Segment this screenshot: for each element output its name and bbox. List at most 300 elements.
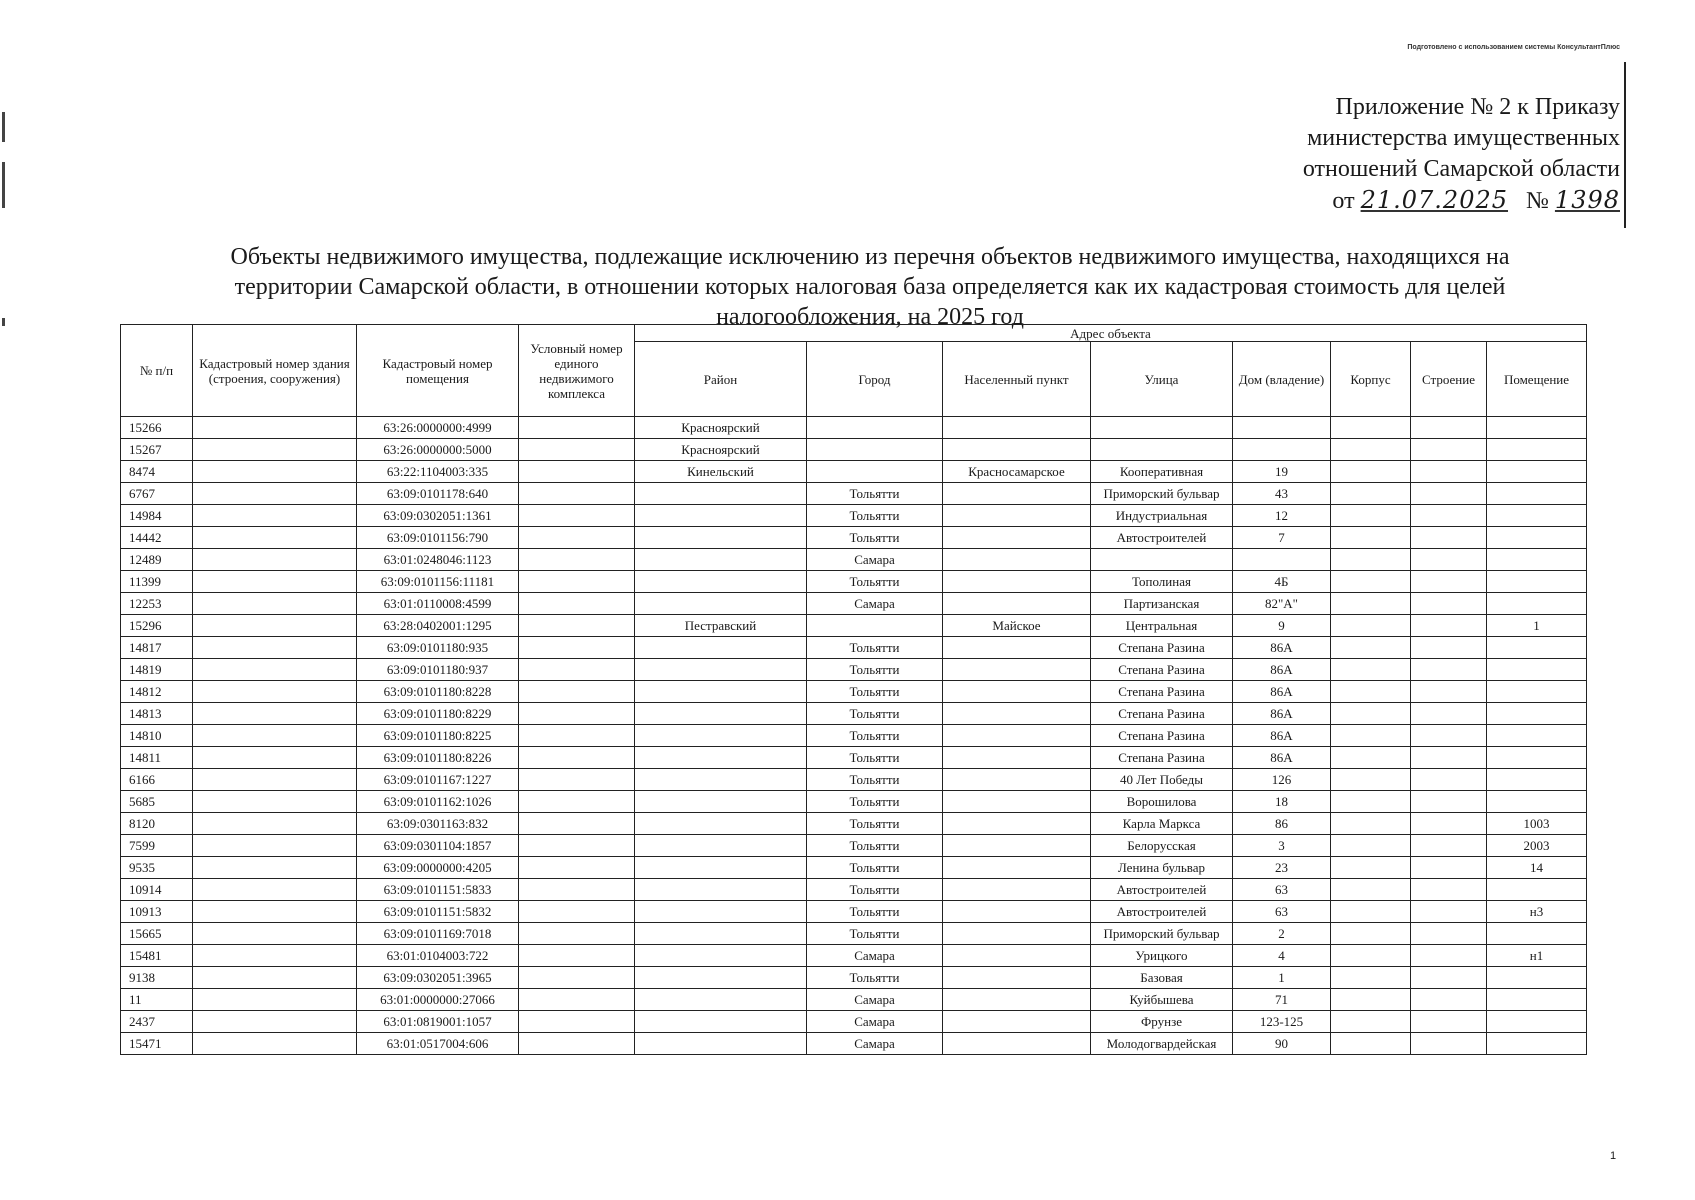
- cell-premise: [1487, 681, 1587, 703]
- scan-mark: [2, 162, 5, 208]
- cell-corpus: [1331, 747, 1411, 769]
- cell-premise: [1487, 417, 1587, 439]
- cell-settlement: [943, 967, 1091, 989]
- cell-building-cadastral: [193, 725, 357, 747]
- cell-house: 4: [1233, 945, 1331, 967]
- cell-house: 3: [1233, 835, 1331, 857]
- title-line-3: налогообложения, на 2025 год: [716, 304, 1024, 330]
- cell-num: 14811: [121, 747, 193, 769]
- cell-house: 7: [1233, 527, 1331, 549]
- cell-structure: [1411, 1033, 1487, 1055]
- cell-structure: [1411, 549, 1487, 571]
- cell-premise: н3: [1487, 901, 1587, 923]
- cell-num: 5685: [121, 791, 193, 813]
- table-row: [121, 769, 1587, 791]
- cell-structure: [1411, 637, 1487, 659]
- cell-structure: [1411, 417, 1487, 439]
- cell-district: Кинельский: [635, 461, 807, 483]
- cell-corpus: [1331, 527, 1411, 549]
- cell-complex-number: [519, 725, 635, 747]
- cell-settlement: Майское: [943, 615, 1091, 637]
- cell-room-cadastral: 63:09:0101156:11181: [357, 571, 519, 593]
- table-row: [121, 1033, 1587, 1055]
- table-row: [121, 879, 1587, 901]
- cell-settlement: [943, 879, 1091, 901]
- cell-settlement: [943, 791, 1091, 813]
- appendix-line-3: отношений Самарской области: [1302, 156, 1620, 182]
- cell-house: 63: [1233, 879, 1331, 901]
- cell-structure: [1411, 725, 1487, 747]
- table-row: [121, 791, 1587, 813]
- cell-district: Пестравский: [635, 615, 807, 637]
- cell-complex-number: [519, 901, 635, 923]
- cell-house: 2: [1233, 923, 1331, 945]
- cell-num: 15471: [121, 1033, 193, 1055]
- cell-num: 8120: [121, 813, 193, 835]
- cell-corpus: [1331, 703, 1411, 725]
- cell-complex-number: [519, 571, 635, 593]
- cell-premise: [1487, 879, 1587, 901]
- cell-premise: [1487, 549, 1587, 571]
- cell-settlement: [943, 637, 1091, 659]
- cell-city: Тольятти: [807, 835, 943, 857]
- cell-premise: [1487, 505, 1587, 527]
- cell-num: 15267: [121, 439, 193, 461]
- cell-room-cadastral: 63:09:0101167:1227: [357, 769, 519, 791]
- cell-room-cadastral: 63:09:0101156:790: [357, 527, 519, 549]
- cell-street: [1091, 439, 1233, 461]
- cell-premise: [1487, 703, 1587, 725]
- cell-settlement: [943, 901, 1091, 923]
- cell-settlement: [943, 417, 1091, 439]
- cell-building-cadastral: [193, 571, 357, 593]
- cell-building-cadastral: [193, 637, 357, 659]
- cell-num: 14984: [121, 505, 193, 527]
- table-body: [121, 417, 1587, 1055]
- cell-city: Самара: [807, 989, 943, 1011]
- cell-num: 11399: [121, 571, 193, 593]
- cell-city: Тольятти: [807, 769, 943, 791]
- cell-premise: [1487, 747, 1587, 769]
- cell-corpus: [1331, 571, 1411, 593]
- cell-num: 6767: [121, 483, 193, 505]
- cell-settlement: [943, 549, 1091, 571]
- table-row: [121, 703, 1587, 725]
- cell-corpus: [1331, 857, 1411, 879]
- cell-room-cadastral: 63:09:0302051:1361: [357, 505, 519, 527]
- cell-complex-number: [519, 505, 635, 527]
- cell-district: Красноярский: [635, 417, 807, 439]
- cell-complex-number: [519, 989, 635, 1011]
- cell-house: [1233, 549, 1331, 571]
- cell-complex-number: [519, 747, 635, 769]
- cell-house: 86А: [1233, 637, 1331, 659]
- cell-structure: [1411, 593, 1487, 615]
- cell-building-cadastral: [193, 527, 357, 549]
- cell-street: Приморский бульвар: [1091, 483, 1233, 505]
- cell-settlement: [943, 681, 1091, 703]
- scan-mark: [2, 112, 5, 142]
- cell-complex-number: [519, 593, 635, 615]
- cell-num: 10914: [121, 879, 193, 901]
- cell-settlement: [943, 813, 1091, 835]
- cell-complex-number: [519, 879, 635, 901]
- cell-city: Тольятти: [807, 703, 943, 725]
- appendix-line-1: Приложение № 2 к Приказу: [1335, 94, 1620, 120]
- cell-street: Степана Разина: [1091, 637, 1233, 659]
- cell-room-cadastral: 63:01:0110008:4599: [357, 593, 519, 615]
- cell-building-cadastral: [193, 549, 357, 571]
- margin-line: [1624, 62, 1626, 228]
- cell-settlement: [943, 483, 1091, 505]
- cell-street: Куйбышева: [1091, 989, 1233, 1011]
- cell-premise: [1487, 483, 1587, 505]
- cell-district: [635, 681, 807, 703]
- cell-settlement: [943, 989, 1091, 1011]
- cell-settlement: [943, 505, 1091, 527]
- cell-complex-number: [519, 769, 635, 791]
- cell-settlement: [943, 593, 1091, 615]
- cell-settlement: [943, 439, 1091, 461]
- table-row: [121, 505, 1587, 527]
- cell-num: 14812: [121, 681, 193, 703]
- cell-district: [635, 659, 807, 681]
- cell-city: [807, 417, 943, 439]
- cell-premise: [1487, 1033, 1587, 1055]
- cell-street: Приморский бульвар: [1091, 923, 1233, 945]
- cell-structure: [1411, 659, 1487, 681]
- cell-num: 9138: [121, 967, 193, 989]
- cell-corpus: [1331, 659, 1411, 681]
- property-table: [120, 324, 1587, 1055]
- cell-building-cadastral: [193, 945, 357, 967]
- cell-city: Тольятти: [807, 483, 943, 505]
- cell-building-cadastral: [193, 967, 357, 989]
- cell-building-cadastral: [193, 989, 357, 1011]
- cell-district: [635, 1011, 807, 1033]
- cell-premise: [1487, 571, 1587, 593]
- cell-settlement: [943, 769, 1091, 791]
- cell-district: [635, 989, 807, 1011]
- cell-district: [635, 835, 807, 857]
- table-row: [121, 659, 1587, 681]
- cell-structure: [1411, 901, 1487, 923]
- cell-corpus: [1331, 901, 1411, 923]
- cell-num: 15296: [121, 615, 193, 637]
- cell-house: 63: [1233, 901, 1331, 923]
- cell-city: Самара: [807, 549, 943, 571]
- cell-premise: [1487, 791, 1587, 813]
- cell-corpus: [1331, 593, 1411, 615]
- scan-mark: [2, 318, 5, 326]
- cell-building-cadastral: [193, 483, 357, 505]
- cell-complex-number: [519, 1033, 635, 1055]
- appendix-block: [1150, 92, 1620, 217]
- cell-house: 4Б: [1233, 571, 1331, 593]
- cell-room-cadastral: 63:01:0000000:27066: [357, 989, 519, 1011]
- appendix-from-label: от: [1332, 188, 1355, 214]
- cell-street: 40 Лет Победы: [1091, 769, 1233, 791]
- table-row: [121, 923, 1587, 945]
- cell-complex-number: [519, 527, 635, 549]
- cell-structure: [1411, 857, 1487, 879]
- cell-city: Тольятти: [807, 879, 943, 901]
- cell-district: [635, 857, 807, 879]
- cell-structure: [1411, 769, 1487, 791]
- cell-room-cadastral: 63:09:0101162:1026: [357, 791, 519, 813]
- cell-street: Степана Разина: [1091, 681, 1233, 703]
- cell-room-cadastral: 63:09:0101180:8225: [357, 725, 519, 747]
- cell-room-cadastral: 63:09:0101180:8229: [357, 703, 519, 725]
- cell-house: 43: [1233, 483, 1331, 505]
- cell-premise: [1487, 593, 1587, 615]
- cell-room-cadastral: 63:09:0302051:3965: [357, 967, 519, 989]
- cell-city: Тольятти: [807, 637, 943, 659]
- cell-corpus: [1331, 505, 1411, 527]
- table-row: [121, 417, 1587, 439]
- header-room-cadastral: Кадастровый номер помещения: [357, 325, 519, 417]
- cell-structure: [1411, 505, 1487, 527]
- cell-street: Центральная: [1091, 615, 1233, 637]
- cell-premise: [1487, 439, 1587, 461]
- table-row: [121, 615, 1587, 637]
- cell-settlement: [943, 945, 1091, 967]
- cell-structure: [1411, 813, 1487, 835]
- table-row: [121, 945, 1587, 967]
- cell-house: 86А: [1233, 703, 1331, 725]
- cell-district: [635, 1033, 807, 1055]
- cell-street: Белорусская: [1091, 835, 1233, 857]
- cell-complex-number: [519, 813, 635, 835]
- cell-city: Тольятти: [807, 659, 943, 681]
- cell-city: Тольятти: [807, 923, 943, 945]
- cell-building-cadastral: [193, 901, 357, 923]
- cell-complex-number: [519, 417, 635, 439]
- cell-building-cadastral: [193, 703, 357, 725]
- cell-city: Тольятти: [807, 901, 943, 923]
- cell-house: 71: [1233, 989, 1331, 1011]
- appendix-date: 21.07.2025: [1360, 186, 1509, 214]
- cell-settlement: [943, 703, 1091, 725]
- appendix-line-4: [1150, 185, 1620, 217]
- cell-street: Ленина бульвар: [1091, 857, 1233, 879]
- cell-num: 15266: [121, 417, 193, 439]
- cell-premise: [1487, 659, 1587, 681]
- cell-building-cadastral: [193, 923, 357, 945]
- cell-corpus: [1331, 439, 1411, 461]
- cell-room-cadastral: 63:09:0101178:640: [357, 483, 519, 505]
- cell-premise: н1: [1487, 945, 1587, 967]
- table-row: [121, 483, 1587, 505]
- cell-room-cadastral: 63:01:0104003:722: [357, 945, 519, 967]
- cell-room-cadastral: 63:09:0301104:1857: [357, 835, 519, 857]
- cell-building-cadastral: [193, 461, 357, 483]
- cell-building-cadastral: [193, 879, 357, 901]
- cell-num: 7599: [121, 835, 193, 857]
- cell-city: Тольятти: [807, 505, 943, 527]
- cell-district: [635, 747, 807, 769]
- cell-corpus: [1331, 725, 1411, 747]
- cell-street: [1091, 549, 1233, 571]
- cell-complex-number: [519, 483, 635, 505]
- cell-district: [635, 967, 807, 989]
- cell-city: Тольятти: [807, 725, 943, 747]
- table-row: [121, 725, 1587, 747]
- table-row: [121, 1011, 1587, 1033]
- cell-corpus: [1331, 769, 1411, 791]
- cell-corpus: [1331, 1033, 1411, 1055]
- cell-house: 19: [1233, 461, 1331, 483]
- cell-settlement: [943, 659, 1091, 681]
- cell-district: [635, 945, 807, 967]
- cell-street: Партизанская: [1091, 593, 1233, 615]
- cell-num: 9535: [121, 857, 193, 879]
- cell-room-cadastral: 63:09:0101180:937: [357, 659, 519, 681]
- cell-street: Индустриальная: [1091, 505, 1233, 527]
- cell-street: Урицкого: [1091, 945, 1233, 967]
- cell-room-cadastral: 63:01:0819001:1057: [357, 1011, 519, 1033]
- cell-city: Самара: [807, 945, 943, 967]
- table-row: [121, 747, 1587, 769]
- cell-room-cadastral: 63:26:0000000:5000: [357, 439, 519, 461]
- cell-district: [635, 505, 807, 527]
- cell-building-cadastral: [193, 1011, 357, 1033]
- cell-structure: [1411, 483, 1487, 505]
- cell-building-cadastral: [193, 813, 357, 835]
- cell-room-cadastral: 63:09:0101151:5833: [357, 879, 519, 901]
- cell-settlement: [943, 923, 1091, 945]
- table-row: [121, 637, 1587, 659]
- cell-corpus: [1331, 681, 1411, 703]
- cell-district: [635, 637, 807, 659]
- cell-num: 12253: [121, 593, 193, 615]
- cell-room-cadastral: 63:09:0101180:8226: [357, 747, 519, 769]
- cell-house: 126: [1233, 769, 1331, 791]
- cell-street: [1091, 417, 1233, 439]
- cell-district: [635, 813, 807, 835]
- cell-street: Автостроителей: [1091, 527, 1233, 549]
- cell-structure: [1411, 967, 1487, 989]
- cell-num: 14817: [121, 637, 193, 659]
- cell-street: Тополиная: [1091, 571, 1233, 593]
- cell-num: 14819: [121, 659, 193, 681]
- cell-corpus: [1331, 989, 1411, 1011]
- cell-settlement: [943, 747, 1091, 769]
- cell-complex-number: [519, 923, 635, 945]
- cell-corpus: [1331, 923, 1411, 945]
- cell-num: 14813: [121, 703, 193, 725]
- cell-settlement: [943, 527, 1091, 549]
- page-number: 1: [1610, 1150, 1617, 1162]
- cell-street: Степана Разина: [1091, 659, 1233, 681]
- table-row: [121, 857, 1587, 879]
- cell-city: Самара: [807, 1033, 943, 1055]
- cell-corpus: [1331, 945, 1411, 967]
- cell-settlement: [943, 835, 1091, 857]
- cell-num: 10913: [121, 901, 193, 923]
- cell-premise: [1487, 923, 1587, 945]
- cell-num: 15665: [121, 923, 193, 945]
- cell-structure: [1411, 461, 1487, 483]
- cell-structure: [1411, 923, 1487, 945]
- cell-corpus: [1331, 967, 1411, 989]
- header-address: Адрес объекта: [635, 325, 1587, 342]
- cell-premise: [1487, 989, 1587, 1011]
- cell-settlement: [943, 1011, 1091, 1033]
- cell-city: Самара: [807, 1011, 943, 1033]
- cell-corpus: [1331, 879, 1411, 901]
- cell-premise: [1487, 769, 1587, 791]
- cell-complex-number: [519, 549, 635, 571]
- appendix-line-2: министерства имущественных: [1307, 125, 1620, 151]
- cell-house: [1233, 439, 1331, 461]
- cell-complex-number: [519, 637, 635, 659]
- cell-structure: [1411, 747, 1487, 769]
- cell-room-cadastral: 63:09:0101151:5832: [357, 901, 519, 923]
- table-row: [121, 967, 1587, 989]
- cell-street: Степана Разина: [1091, 747, 1233, 769]
- cell-complex-number: [519, 835, 635, 857]
- cell-street: Автостроителей: [1091, 879, 1233, 901]
- cell-settlement: [943, 571, 1091, 593]
- cell-settlement: [943, 1033, 1091, 1055]
- cell-district: [635, 791, 807, 813]
- cell-building-cadastral: [193, 615, 357, 637]
- cell-premise: [1487, 527, 1587, 549]
- header-corpus: Корпус: [1331, 342, 1411, 417]
- cell-num: 8474: [121, 461, 193, 483]
- cell-settlement: [943, 725, 1091, 747]
- cell-street: Степана Разина: [1091, 725, 1233, 747]
- cell-complex-number: [519, 681, 635, 703]
- cell-room-cadastral: 63:09:0101180:8228: [357, 681, 519, 703]
- cell-premise: [1487, 1011, 1587, 1033]
- cell-corpus: [1331, 549, 1411, 571]
- header-num: № п/п: [121, 325, 193, 417]
- prepared-note: Подготовлено с использованием системы КонсультантПлюс: [1407, 44, 1620, 51]
- cell-complex-number: [519, 1011, 635, 1033]
- cell-house: 82"А": [1233, 593, 1331, 615]
- cell-district: [635, 527, 807, 549]
- cell-house: [1233, 417, 1331, 439]
- header-premise: Помещение: [1487, 342, 1587, 417]
- cell-building-cadastral: [193, 439, 357, 461]
- header-complex-number: Условный номер единого недвижимого комплекса: [519, 325, 635, 417]
- cell-district: Красноярский: [635, 439, 807, 461]
- cell-structure: [1411, 681, 1487, 703]
- cell-district: [635, 483, 807, 505]
- cell-num: 6166: [121, 769, 193, 791]
- cell-structure: [1411, 439, 1487, 461]
- cell-city: [807, 461, 943, 483]
- cell-room-cadastral: 63:09:0000000:4205: [357, 857, 519, 879]
- cell-city: Тольятти: [807, 813, 943, 835]
- cell-house: 86А: [1233, 659, 1331, 681]
- title-line-1: Объекты недвижимого имущества, подлежащие исключению из перечня объектов недвижимого имущества, находящихся на: [230, 244, 1510, 270]
- cell-structure: [1411, 571, 1487, 593]
- cell-district: [635, 901, 807, 923]
- cell-street: Молодогвардейская: [1091, 1033, 1233, 1055]
- cell-structure: [1411, 1011, 1487, 1033]
- cell-building-cadastral: [193, 747, 357, 769]
- cell-corpus: [1331, 637, 1411, 659]
- cell-city: Тольятти: [807, 571, 943, 593]
- table-row: [121, 527, 1587, 549]
- table-row: [121, 989, 1587, 1011]
- cell-num: 12489: [121, 549, 193, 571]
- cell-district: [635, 923, 807, 945]
- cell-premise: [1487, 967, 1587, 989]
